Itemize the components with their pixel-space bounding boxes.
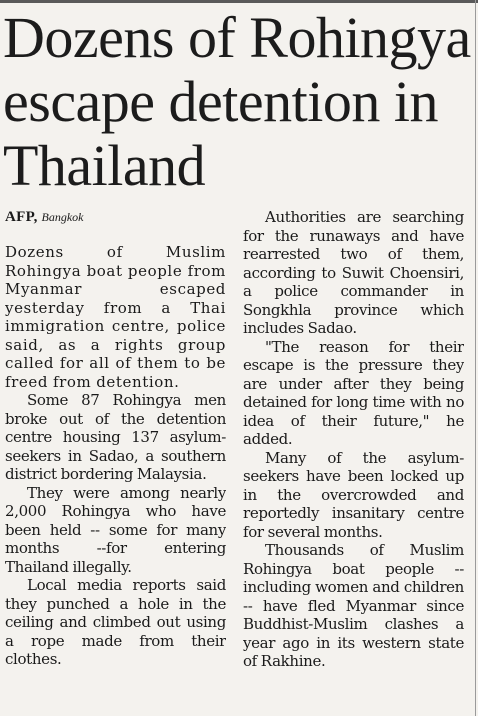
headline: Dozens of Rohingya escape detention in Thailand [3, 5, 471, 198]
article-paragraph: Local media reports said they punched a hole in the ceiling and climbed out using a rope made from their clothes. [5, 576, 226, 668]
article-paragraph: Many of the asylum-seekers have been locked up in the overcrowded and reportedly insanitary centre for several months. [243, 448, 464, 541]
byline-place: Bangkok [41, 210, 84, 224]
article-paragraph: Some 87 Rohingya men broke out of the detention centre housing 137 asylum-seekers in Sadao, a southern district bordering Malaysia. [5, 391, 226, 483]
article-column-left [5, 243, 226, 716]
article-column-right [243, 208, 464, 716]
article-paragraph: They were among nearly 2,000 Rohingya who have been held -- some for many months --for entering Thailand illegally. [5, 483, 226, 576]
article-paragraph: Authorities are searching for the runaways and have rearrested two of them, according to Suwit Choensiri, a police commander in Songkhla province which includes Sadao. [243, 208, 464, 337]
article-paragraph: "The reason for their escape is the pressure they are under after they being detained for long time with no idea of their future," he added. [243, 337, 464, 448]
byline [5, 207, 83, 227]
article-paragraph: Dozens of Muslim Rohingya boat people from Myanmar escaped yesterday from a Thai immigration centre, police said, as a rights group called for all of them to be freed from detention. [5, 243, 226, 391]
article-paragraph: Thousands of Muslim Rohingya boat people -- including women and children -- have fled Myanmar since Buddhist-Muslim clashes a year ago in its western state of Rakhine. [243, 541, 464, 670]
byline-agency: AFP, [5, 209, 38, 225]
column-edge-rule [475, 0, 476, 716]
top-rule [0, 0, 478, 3]
